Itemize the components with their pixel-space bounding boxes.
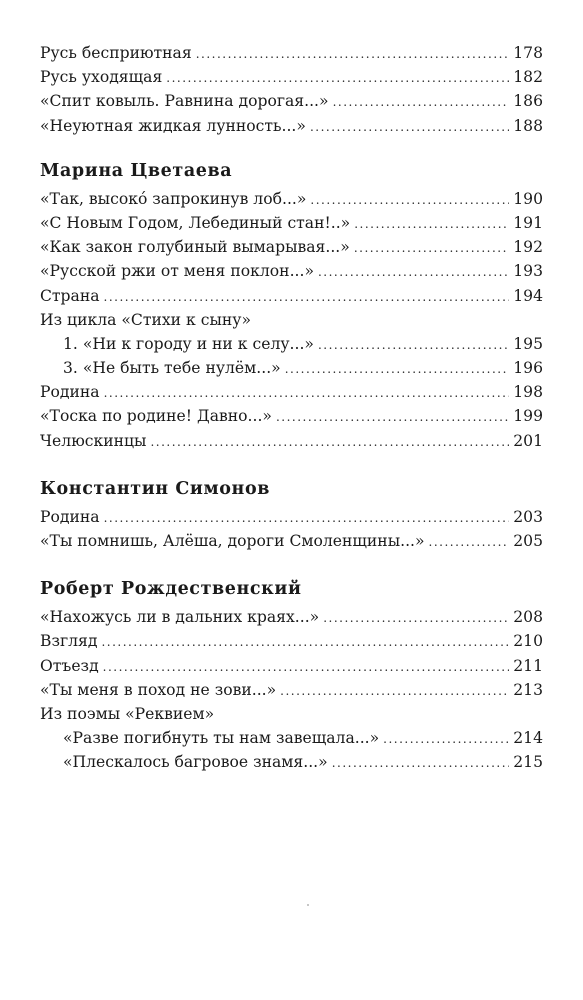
toc-entry-title: Родина bbox=[40, 507, 100, 526]
toc-entry[interactable] bbox=[40, 380, 543, 404]
toc-entry-page: 211 bbox=[513, 656, 543, 675]
toc-entry-page: 205 bbox=[513, 532, 543, 550]
author-heading: Марина Цветаева bbox=[40, 160, 233, 181]
toc-entry-page: 195 bbox=[513, 334, 543, 353]
toc-entry-title: Русь бесприютная bbox=[40, 44, 192, 62]
toc-entry-page: 203 bbox=[513, 507, 543, 526]
toc-entry-title: Отъезд bbox=[40, 656, 99, 675]
toc-entry-title: Взгляд bbox=[40, 632, 98, 651]
toc-entry[interactable] bbox=[40, 529, 543, 553]
dot-leader bbox=[323, 606, 509, 630]
toc-entry-page: 188 bbox=[513, 116, 543, 135]
toc-cycle-heading bbox=[40, 308, 543, 332]
toc-entry[interactable] bbox=[40, 404, 543, 428]
toc-entry-title: «С Новым Годом, Лебединый стан!..» bbox=[40, 213, 351, 232]
dot-leader bbox=[104, 506, 510, 530]
toc-entry-title: Из поэмы «Реквием» bbox=[40, 704, 215, 723]
toc-entry-page: 198 bbox=[513, 383, 543, 402]
toc-section-tsvetaeva bbox=[40, 159, 543, 453]
dot-leader bbox=[333, 90, 510, 114]
toc-entry-page: 192 bbox=[513, 238, 543, 257]
toc-entry-page: 208 bbox=[513, 608, 543, 627]
dot-leader bbox=[276, 405, 509, 429]
toc-section-simonov bbox=[40, 477, 543, 553]
toc-entry-page: 193 bbox=[513, 262, 543, 281]
toc-entry[interactable] bbox=[40, 235, 543, 259]
toc-entry[interactable] bbox=[40, 726, 543, 750]
toc-entry-title: «Ты меня в поход не зови...» bbox=[40, 680, 277, 699]
dot-leader bbox=[196, 42, 510, 66]
toc-entry[interactable] bbox=[40, 114, 543, 138]
toc-entry[interactable] bbox=[40, 65, 543, 89]
toc-entry-title: «Спит ковыль. Равнина дорогая...» bbox=[40, 92, 329, 111]
dot-leader bbox=[318, 260, 509, 284]
toc-lead-section bbox=[40, 41, 543, 138]
toc-entry-title: 1. «Ни к городу и ни к селу...» bbox=[63, 334, 314, 353]
dot-leader bbox=[166, 66, 509, 90]
toc-entry-title: «Как закон голубиный вымарывая...» bbox=[40, 238, 350, 257]
toc-entry-page: 214 bbox=[513, 729, 543, 748]
toc-entry-title: Страна bbox=[40, 286, 100, 305]
dot-leader bbox=[383, 727, 509, 751]
toc-cycle-heading bbox=[40, 702, 543, 726]
toc-entry[interactable] bbox=[40, 654, 543, 678]
toc-entry[interactable] bbox=[40, 505, 543, 529]
toc-entry-title: 3. «Не быть тебе нулём...» bbox=[63, 359, 281, 378]
toc-entry-title: «Так, высокó запрокинув лоб...» bbox=[40, 189, 307, 208]
toc-entry[interactable] bbox=[40, 259, 543, 283]
toc-entry[interactable] bbox=[40, 429, 543, 453]
dot-leader bbox=[332, 751, 510, 775]
toc-entry-title: «Ты помнишь, Алёша, дороги Смоленщины...» bbox=[40, 532, 425, 550]
author-heading: Константин Симонов bbox=[40, 478, 270, 499]
dot-leader bbox=[104, 285, 510, 309]
toc-entry[interactable] bbox=[40, 41, 543, 65]
toc-section-rozhdestvensky bbox=[40, 577, 543, 774]
toc-entry[interactable] bbox=[40, 284, 543, 308]
dot-leader bbox=[104, 381, 510, 405]
dot-leader bbox=[354, 212, 509, 236]
dot-leader bbox=[103, 655, 510, 679]
toc-entry-page: 199 bbox=[513, 407, 543, 426]
dot-leader bbox=[429, 530, 510, 554]
toc-entry-title: Челюскинцы bbox=[40, 431, 147, 450]
toc-entry-title: Родина bbox=[40, 383, 100, 402]
toc-entry[interactable] bbox=[40, 187, 543, 211]
dot-leader bbox=[150, 430, 509, 454]
toc-entry-page: 191 bbox=[513, 213, 543, 232]
dot-leader bbox=[354, 236, 509, 260]
toc-entry-page: 215 bbox=[513, 753, 543, 772]
toc-entry-page: 201 bbox=[513, 431, 543, 450]
toc-entry[interactable] bbox=[40, 356, 543, 380]
author-heading: Роберт Рождественский bbox=[40, 579, 302, 600]
dot-leader bbox=[280, 679, 509, 703]
dot-leader bbox=[310, 115, 509, 139]
toc-entry-page: 178 bbox=[513, 44, 543, 62]
toc-entry[interactable] bbox=[40, 678, 543, 702]
dot-leader bbox=[310, 188, 509, 212]
dot-leader bbox=[101, 630, 509, 654]
toc-entry[interactable] bbox=[40, 750, 543, 774]
toc-entry-page: 194 bbox=[513, 286, 543, 305]
dot-leader bbox=[285, 357, 510, 381]
table-of-contents bbox=[40, 41, 543, 775]
toc-entry[interactable] bbox=[40, 211, 543, 235]
toc-entry-title: «Плескалось багровое знамя...» bbox=[63, 753, 328, 772]
toc-entry-title: «Тоска по родине! Давно...» bbox=[40, 407, 272, 426]
toc-entry-title: «Нахожусь ли в дальних краях...» bbox=[40, 608, 320, 627]
toc-entry-title: Из цикла «Стихи к сыну» bbox=[40, 310, 251, 329]
toc-entry[interactable] bbox=[40, 629, 543, 653]
toc-entry-title: «Русской ржи от меня поклон...» bbox=[40, 262, 314, 281]
toc-entry-page: 186 bbox=[513, 92, 543, 111]
toc-entry-title: «Разве погибнуть ты нам завещала...» bbox=[63, 729, 380, 748]
toc-entry-page: 213 bbox=[513, 680, 543, 699]
toc-entry-page: 190 bbox=[513, 189, 543, 208]
toc-entry-title: «Неуютная жидкая лунность...» bbox=[40, 116, 306, 135]
toc-entry-page: 210 bbox=[513, 632, 543, 651]
toc-entry-page: 196 bbox=[513, 359, 543, 378]
toc-entry-page: 182 bbox=[513, 68, 543, 87]
dot-leader bbox=[318, 333, 509, 357]
toc-entry[interactable] bbox=[40, 605, 543, 629]
toc-entry[interactable] bbox=[40, 89, 543, 113]
toc-entry-title: Русь уходящая bbox=[40, 68, 163, 87]
print-speck bbox=[307, 904, 309, 906]
toc-entry[interactable] bbox=[40, 332, 543, 356]
